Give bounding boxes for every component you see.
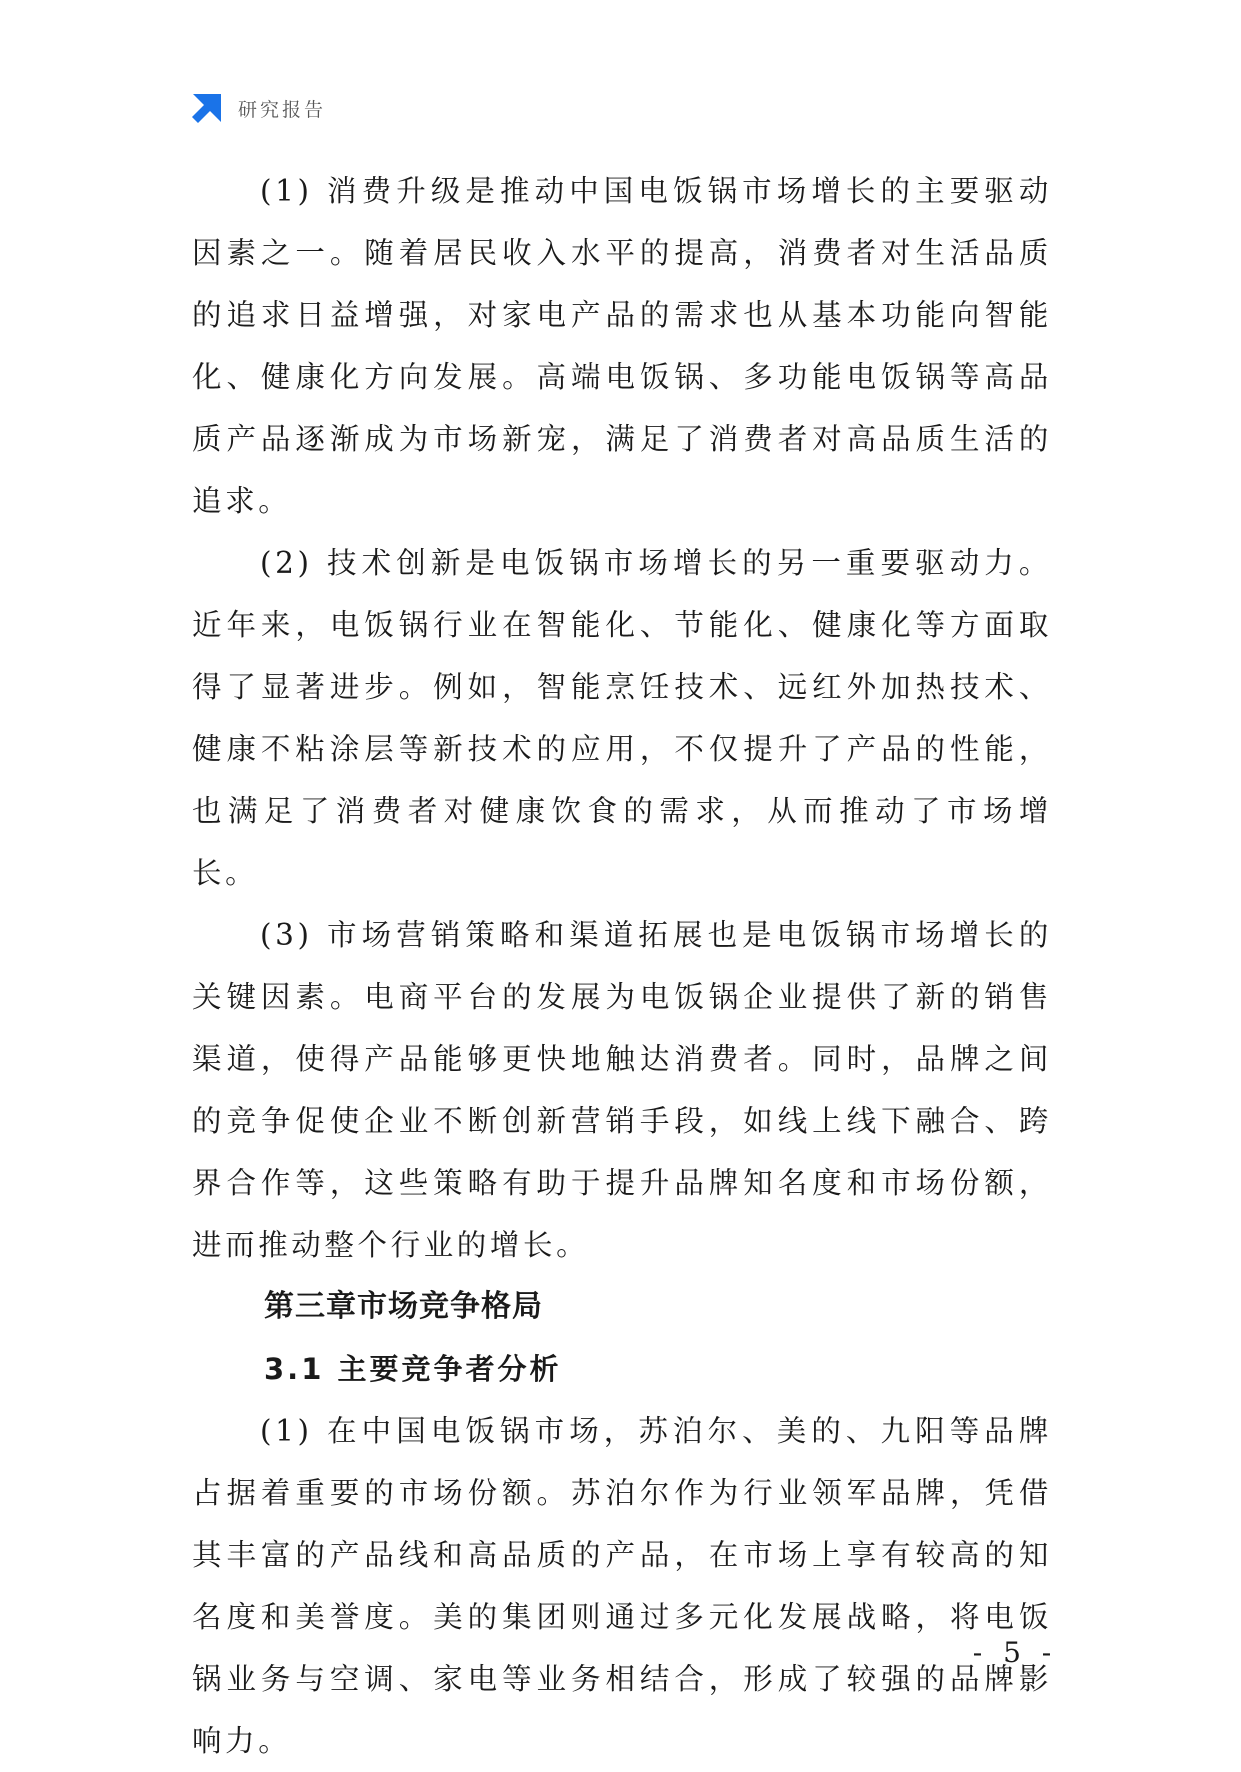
report-header — [190, 88, 326, 128]
paragraph-consumption-upgrade: (1) 消费升级是推动中国电饭锅市场增长的主要驱动因素之一。随着居民收入水平的提高，消费者对生活品质的追求日益增强，对家电产品的需求也从基本功能向智能化、健康化方向发展。高端电饭锅、多功能电饭锅等高品质产品逐渐成为市场新宠，满足了消费者对高品质生活的追求。 — [192, 174, 1052, 518]
paragraph-marketing-channels: (3) 市场营销策略和渠道拓展也是电饭锅市场增长的关键因素。电商平台的发展为电饭锅企业提供了新的销售渠道，使得产品能够更快地触达消费者。同时，品牌之间的竞争促使企业不断创新营销手段，如线上线下融合、跨界合作等，这些策略有助于提升品牌知名度和市场份额，进而推动整个行业的增长。 — [192, 918, 1052, 1262]
paragraph-main-competitors: (1) 在中国电饭锅市场，苏泊尔、美的、九阳等品牌占据着重要的市场份额。苏泊尔作为行业领军品牌，凭借其丰富的产品线和高品质的产品，在市场上享有较高的知名度和美誉度。美的集团则通过多元化发展战略，将电饭锅业务与空调、家电等业务相结合，形成了较强的品牌影响力。 — [192, 1414, 1052, 1758]
header-title: 研究报告 — [238, 98, 327, 121]
page-number: - 5 - — [972, 1636, 1058, 1669]
document-body — [192, 160, 1052, 1772]
chapter-heading: 第三章市场竞争格局 — [264, 1289, 543, 1324]
arrow-up-right-icon — [190, 91, 224, 125]
section-heading: 3.1 主要竞争者分析 — [264, 1352, 562, 1386]
paragraph-technology-innovation: (2) 技术创新是电饭锅市场增长的另一重要驱动力。近年来，电饭锅行业在智能化、节能化、健康化等方面取得了显著进步。例如，智能烹饪技术、远红外加热技术、健康不粘涂层等新技术的应用，不仅提升了产品的性能，也满足了消费者对健康饮食的需求，从而推动了市场增长。 — [192, 546, 1052, 890]
